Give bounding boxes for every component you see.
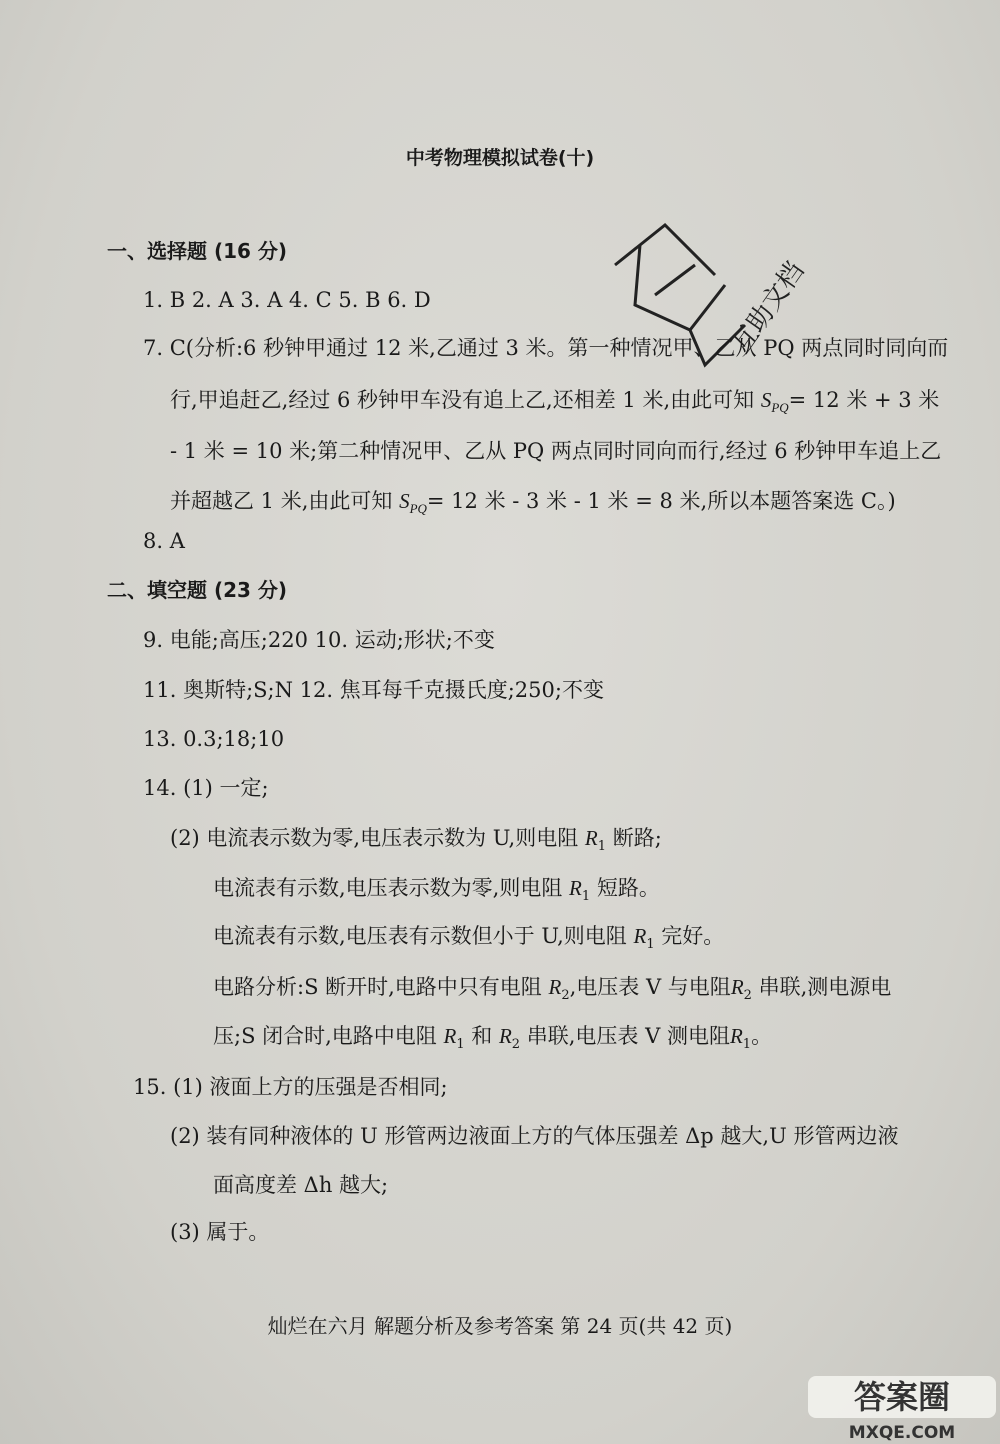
answer-8: 8. A	[143, 529, 185, 553]
answers-1-6: 1. B 2. A 3. A 4. C 5. B 6. D	[143, 288, 431, 312]
answer-7-line-2	[170, 390, 939, 415]
answer-7-line-4	[170, 491, 896, 516]
answer-14-2-b-end: 短路。	[590, 876, 660, 900]
svg-text:MXQE.COM: MXQE.COM	[848, 1423, 956, 1443]
answer-14-1: 14. (1) 一定;	[143, 776, 269, 800]
analysis-1-end: 串联,测电源电	[751, 975, 892, 999]
answer-14-analysis-2	[213, 1026, 772, 1051]
symbol-R: R	[548, 975, 562, 999]
section-fill-header: 二、填空题 (23 分)	[107, 578, 288, 602]
section-choice-header: 一、选择题 (16 分)	[107, 239, 288, 263]
answer-14-2-a-text: (2) 电流表示数为零,电压表示数为 U,则电阻	[170, 826, 585, 850]
answer-7-line-2-end: = 12 米 + 3 米	[788, 388, 940, 412]
answers-11-12: 11. 奥斯特;S;N 12. 焦耳每千克摄氏度;250;不变	[143, 678, 604, 702]
symbol-R: R	[633, 924, 647, 948]
analysis-2-mid2: 串联,电压表 V 测电阻	[520, 1024, 730, 1048]
analysis-2-mid1: 和	[464, 1024, 499, 1048]
subscript-1: 1	[581, 889, 591, 905]
symbol-R: R	[730, 975, 744, 999]
symbol-R: R	[584, 826, 598, 850]
symbol-R: R	[569, 876, 582, 900]
answer-14-2-c-text: 电流表有示数,电压表有示数但小于 U,则电阻	[213, 924, 634, 948]
subscript-1: 1	[456, 1037, 465, 1053]
answer-15-3: (3) 属于。	[170, 1220, 270, 1244]
subscript-2: 2	[511, 1037, 521, 1053]
analysis-2-text: 压;S 闭合时,电路中电阻	[213, 1024, 444, 1048]
analysis-2-end: 。	[751, 1024, 773, 1048]
answer-15-2-a: (2) 装有同种液体的 U 形管两边液面上方的气体压强差 Δp 越大,U 形管两边液	[170, 1124, 899, 1148]
svg-text:互助文档: 互助文档	[726, 256, 810, 360]
analysis-1-text: 电路分析:S 断开时,电路中只有电阻	[213, 975, 549, 999]
answer-14-2-a-end: 断路;	[606, 826, 662, 850]
subscript-1: 1	[646, 937, 655, 953]
symbol-R: R	[443, 1024, 457, 1048]
answer-7-line-4-text: 并超越乙 1 米,由此可知	[170, 489, 400, 513]
answer-7-line-4-end: = 12 米 - 3 米 - 1 米 = 8 米,所以本题答案选 C。)	[426, 489, 896, 513]
answer-15-2-b: 面高度差 Δh 越大;	[213, 1173, 389, 1197]
subscript-1: 1	[597, 839, 607, 855]
symbol-R: R	[729, 1024, 743, 1048]
svg-text:答案圈: 答案圈	[853, 1378, 951, 1416]
answer-7-line-3: - 1 米 = 10 米;第二种情况甲、乙从 PQ 两点同时同向而行,经过 6 秒钟甲车追上乙	[170, 439, 942, 463]
answer-14-2-b-text: 电流表有示数,电压表示数为零,则电阻	[213, 876, 570, 900]
subscript-2: 2	[561, 988, 570, 1004]
subscript-2: 2	[743, 988, 752, 1004]
symbol-PQ: PQ	[409, 501, 427, 517]
answer-15-1: 15. (1) 液面上方的压强是否相同;	[133, 1075, 448, 1099]
answer-13: 13. 0.3;18;10	[143, 727, 285, 751]
answer-7-line-1: 7. C(分析:6 秒钟甲通过 12 米,乙通过 3 米。第一种情况甲、乙从 PQ 两点同时同向而	[143, 336, 949, 360]
answer-14-2-b	[213, 878, 660, 903]
answer-14-2-a	[170, 828, 662, 853]
page-footer: 灿烂在六月 解题分析及参考答案 第 24 页(共 42 页)	[267, 1314, 733, 1338]
symbol-S: S	[399, 489, 410, 513]
symbol-PQ: PQ	[771, 400, 789, 416]
answer-7-line-2-text: 行,甲追赶乙,经过 6 秒钟甲车没有追上乙,还相差 1 米,由此可知	[170, 388, 761, 412]
stamp-logo-icon	[595, 205, 810, 390]
answers-9-10: 9. 电能;高压;220 10. 运动;形状;不变	[143, 628, 495, 652]
symbol-R: R	[498, 1024, 512, 1048]
analysis-1-mid: ,电压表 V 与电阻	[569, 975, 731, 999]
answer-14-2-c	[213, 926, 724, 951]
page-title: 中考物理模拟试卷(十)	[405, 147, 595, 169]
symbol-S: S	[760, 388, 772, 412]
answer-14-2-c-end: 完好。	[654, 924, 725, 948]
subscript-1: 1	[742, 1037, 752, 1053]
answer-14-analysis-1	[213, 977, 891, 1002]
watermark-logo-icon	[804, 1372, 1000, 1444]
